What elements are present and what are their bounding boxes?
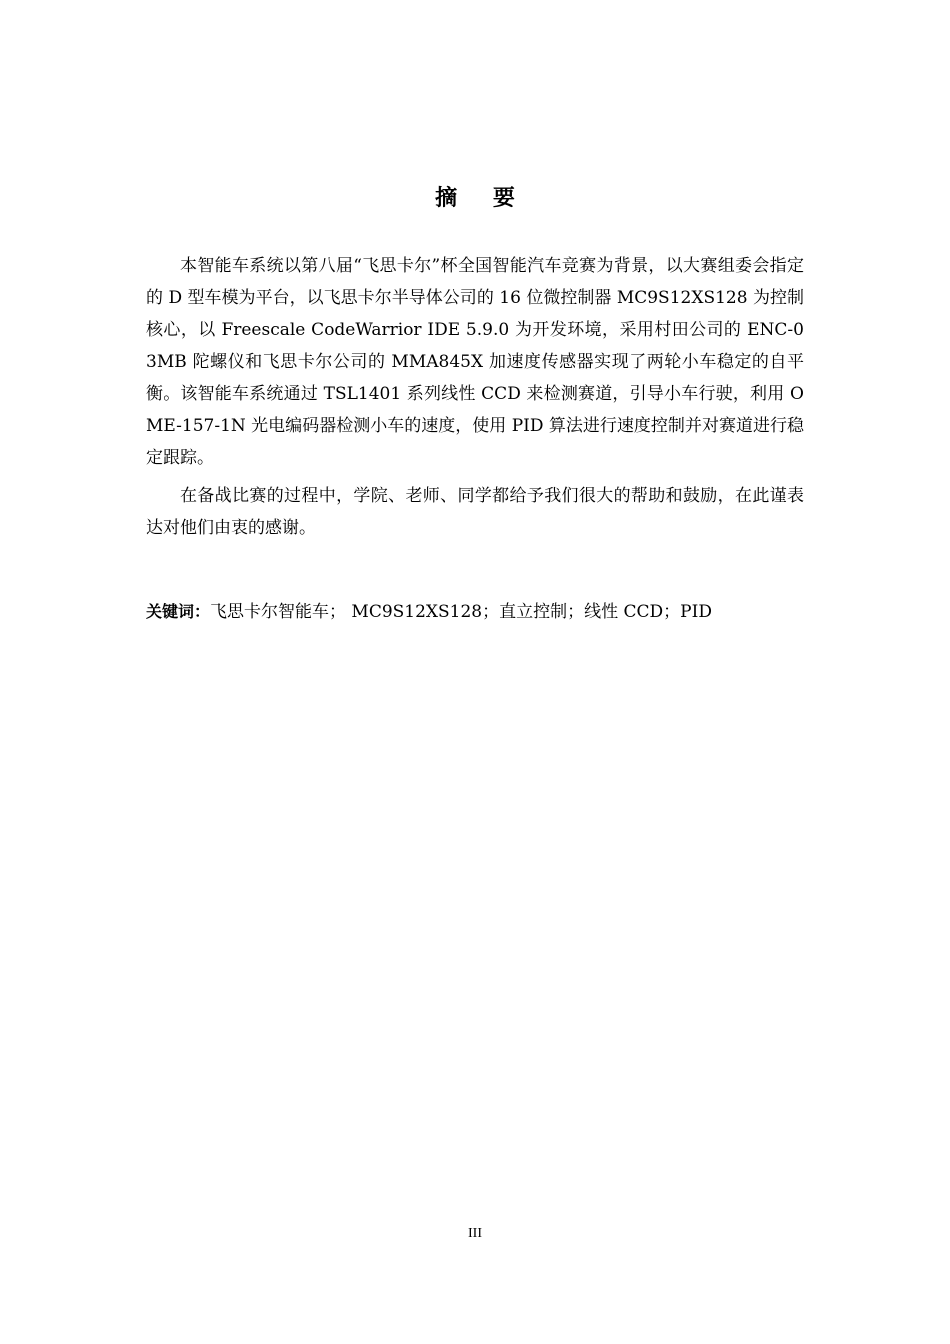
page-number: III	[468, 1226, 482, 1241]
abstract-body	[146, 250, 804, 550]
abstract-paragraph-2: 在备战比赛的过程中，学院、老师、同学都给予我们很大的帮助和鼓励，在此谨表达对他们由衷的感谢。	[146, 486, 804, 538]
keywords-line	[146, 597, 804, 627]
page-title: 摘 要	[435, 186, 529, 211]
keywords-text: 飞思卡尔智能车； MC9S12XS128；直立控制；线性 CCD；PID	[210, 602, 712, 622]
keywords-label: 关键词：	[146, 602, 211, 621]
abstract-paragraph-1: 本智能车系统以第八届“飞思卡尔”杯全国智能汽车竞赛为背景，以大赛组委会指定的 D 型车模为平台，以飞思卡尔半导体公司的 16 位微控制器 MC9S12XS128 为控制核心，以 Freescale CodeWarrior IDE 5.9.0 为开发环境，采用村田公司的 ENC-03MB 陀螺仪和飞思卡尔公司的 MMA845X 加速度传感器实现了两轮小车稳定的自平衡。该智能车系统通过 TSL1401 系列线性 CCD 来检测赛道，引导小车行驶，利用 OME-157-1N 光电编码器检测小车的速度，使用 PID 算法进行速度控制并对赛道进行稳定跟踪。	[146, 256, 804, 468]
